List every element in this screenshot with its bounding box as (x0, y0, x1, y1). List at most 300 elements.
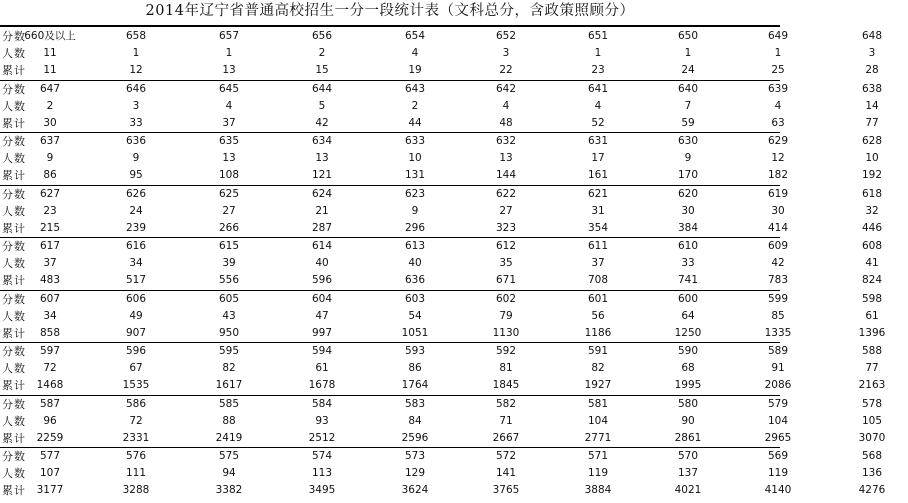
table-cell: 5 (318, 99, 326, 112)
table-cell: 93 (315, 414, 329, 427)
table-cell: 2 (411, 99, 419, 112)
table-cell: 1 (684, 47, 692, 59)
cumulative-row-label: 累计 (2, 64, 26, 77)
table-cell: 28 (865, 64, 879, 76)
table-cell: 42 (771, 257, 785, 269)
table-cell: 572 (495, 450, 517, 462)
table-cell: 3495 (308, 484, 336, 496)
table-cell: 2965 (764, 431, 792, 444)
table-cell: 104 (587, 414, 609, 427)
table-cell: 634 (311, 135, 333, 147)
table-cell: 858 (39, 326, 61, 339)
table-cell: 77 (865, 116, 879, 129)
count-row-label: 人数 (2, 257, 26, 270)
table-cell: 608 (861, 240, 883, 252)
table-cell: 9 (411, 204, 419, 217)
table-cell: 7 (684, 99, 692, 112)
count-row (0, 150, 879, 167)
table-cell: 643 (404, 82, 426, 95)
table-cell: 1186 (584, 326, 612, 339)
table-cell: 633 (404, 135, 426, 147)
table-cell: 37 (591, 257, 605, 269)
table-cell: 4 (411, 47, 419, 59)
score-row-label: 分数 (2, 82, 26, 96)
table-cell: 161 (587, 169, 609, 181)
page-title: 2014年辽宁省普通高校招生一分一段统计表（文科总分，含政策照顾分） (145, 3, 635, 19)
table-cell: 2331 (122, 431, 150, 444)
table-cell: 585 (218, 397, 240, 410)
table-cell: 2861 (674, 431, 702, 444)
table-cell: 47 (315, 309, 329, 322)
count-row-label: 人数 (2, 414, 26, 428)
table-cell: 68 (681, 362, 695, 374)
table-cell: 611 (587, 240, 609, 252)
score-row (0, 448, 883, 465)
cumulative-row (0, 482, 886, 499)
table-cell: 646 (125, 82, 147, 95)
table-cell: 4 (594, 99, 602, 112)
score-row (0, 238, 883, 255)
table-cell: 82 (222, 362, 236, 374)
table-cell: 612 (495, 240, 517, 252)
table-cell: 56 (591, 309, 605, 322)
score-row-label: 分数 (2, 135, 26, 148)
table-cell: 636 (125, 135, 147, 147)
table-cell: 631 (587, 135, 609, 147)
table-cell: 52 (591, 116, 605, 129)
table-cell: 619 (767, 187, 789, 200)
table-cell: 141 (495, 467, 517, 479)
table-cell: 3765 (492, 484, 520, 496)
table-cell: 609 (767, 240, 789, 252)
table-cell: 31 (591, 204, 605, 217)
cumulative-row-label: 累计 (2, 116, 26, 130)
table-cell: 34 (129, 257, 143, 269)
table-cell: 586 (125, 397, 147, 410)
cumulative-row (0, 430, 886, 447)
table-cell: 575 (218, 450, 240, 462)
table-block (0, 238, 883, 291)
count-row-label: 人数 (2, 309, 26, 323)
table-cell: 33 (129, 116, 143, 129)
table-cell: 3288 (122, 484, 150, 496)
table-cell: 627 (39, 187, 61, 200)
table-cell: 25 (771, 64, 785, 76)
table-cell: 1678 (308, 379, 336, 391)
table-cell: 54 (408, 309, 422, 322)
cumulative-row (0, 377, 886, 394)
cumulative-row-label: 累计 (2, 431, 26, 445)
table-cell: 4276 (858, 484, 886, 496)
table-cell: 604 (311, 292, 333, 305)
score-row (0, 133, 883, 150)
table-cell: 72 (129, 414, 143, 427)
table-cell: 77 (865, 362, 879, 374)
table-cell: 182 (767, 169, 789, 181)
table-cell: 61 (865, 309, 879, 322)
table-cell: 4 (502, 99, 510, 112)
table-cell: 620 (677, 187, 699, 200)
table-cell: 10 (408, 152, 422, 164)
table-block (0, 133, 883, 186)
table-cell: 602 (495, 292, 517, 305)
table-cell: 660及以上 (24, 30, 76, 42)
count-row-label: 人数 (2, 467, 26, 480)
table-cell: 11 (43, 64, 57, 76)
table-cell: 84 (408, 414, 422, 427)
table-cell: 72 (43, 362, 57, 374)
table-cell: 1 (774, 47, 782, 59)
table-cell: 671 (495, 274, 517, 286)
table-cell: 632 (495, 135, 517, 147)
table-cell: 556 (218, 274, 240, 286)
table-block (0, 291, 886, 344)
table-cell: 997 (311, 326, 333, 339)
count-row-label: 人数 (2, 362, 26, 375)
table-cell: 1535 (122, 379, 150, 391)
table-cell: 656 (311, 30, 333, 42)
score-row (0, 186, 883, 203)
table-cell: 3 (132, 99, 140, 112)
table-cell: 588 (861, 345, 883, 357)
table-cell: 597 (39, 345, 61, 357)
table-cell: 13 (222, 64, 236, 76)
table-cell: 13 (315, 152, 329, 164)
table-cell: 121 (311, 169, 333, 181)
table-cell: 649 (767, 30, 789, 42)
cumulative-row-label: 累计 (2, 484, 26, 497)
table-cell: 626 (125, 187, 147, 200)
table-cell: 23 (591, 64, 605, 76)
cumulative-row-label: 累计 (2, 274, 26, 287)
table-cell: 119 (587, 467, 609, 479)
table-cell: 12 (771, 152, 785, 164)
table-cell: 584 (311, 397, 333, 410)
table-cell: 296 (404, 221, 426, 234)
table-cell: 34 (43, 309, 57, 322)
table-cell: 591 (587, 345, 609, 357)
table-cell: 1 (594, 47, 602, 59)
table-cell: 9 (46, 152, 54, 164)
count-row (0, 465, 883, 482)
table-cell: 22 (499, 64, 513, 76)
table-cell: 622 (495, 187, 517, 200)
table-cell: 603 (404, 292, 426, 305)
table-cell: 42 (315, 116, 329, 129)
table-cell: 323 (495, 221, 517, 234)
table-block (0, 186, 883, 239)
table-cell: 27 (222, 204, 236, 217)
table-cell: 2 (46, 99, 54, 112)
count-row-label: 人数 (2, 99, 26, 113)
table-cell: 86 (43, 169, 57, 181)
table-cell: 1468 (36, 379, 64, 391)
table-cell: 64 (681, 309, 695, 322)
table-cell: 37 (222, 116, 236, 129)
count-row (0, 45, 876, 62)
table-cell: 111 (125, 467, 147, 479)
table-cell: 3177 (36, 484, 64, 496)
table-cell: 9 (684, 152, 692, 164)
table-cell: 32 (865, 204, 879, 217)
score-row-label: 分数 (2, 240, 26, 253)
table-cell: 637 (39, 135, 61, 147)
table-cell: 1130 (492, 326, 520, 339)
table-cell: 578 (861, 397, 883, 410)
table-cell: 824 (861, 274, 883, 286)
table-cell: 24 (129, 204, 143, 217)
count-row (0, 203, 879, 220)
score-row (0, 291, 883, 308)
table-cell: 2086 (764, 379, 792, 391)
table-cell: 3382 (215, 484, 243, 496)
table-cell: 600 (677, 292, 699, 305)
table-cell: 1335 (764, 326, 792, 339)
table-cell: 41 (865, 257, 879, 269)
table-cell: 384 (677, 221, 699, 234)
cumulative-row (0, 115, 879, 132)
table-cell: 59 (681, 116, 695, 129)
table-cell: 623 (404, 187, 426, 200)
table-cell: 239 (125, 221, 147, 234)
table-cell: 81 (499, 362, 513, 374)
table-cell: 624 (311, 187, 333, 200)
count-row-label: 人数 (2, 204, 26, 218)
table-cell: 2512 (308, 431, 336, 444)
table-cell: 1250 (674, 326, 702, 339)
table-cell: 4140 (764, 484, 792, 496)
table-cell: 48 (499, 116, 513, 129)
table-cell: 9 (132, 152, 140, 164)
table-cell: 635 (218, 135, 240, 147)
table-cell: 1051 (401, 326, 429, 339)
table-cell: 1396 (858, 326, 886, 339)
table-cell: 657 (218, 30, 240, 42)
table-cell: 94 (222, 467, 236, 479)
table-cell: 24 (681, 64, 695, 76)
table-cell: 568 (861, 450, 883, 462)
table-cell: 1 (225, 47, 233, 59)
table-cell: 583 (404, 397, 426, 410)
table-block (0, 343, 886, 396)
count-row (0, 360, 879, 377)
table-cell: 49 (129, 309, 143, 322)
table-cell: 85 (771, 309, 785, 322)
table-cell: 129 (404, 467, 426, 479)
table-cell: 67 (129, 362, 143, 374)
table-cell: 61 (315, 362, 329, 374)
cumulative-row (0, 167, 883, 184)
table-cell: 573 (404, 450, 426, 462)
table-cell: 86 (408, 362, 422, 374)
table-cell: 4 (225, 99, 233, 112)
table-cell: 3884 (584, 484, 612, 496)
cumulative-row (0, 325, 886, 342)
table-cell: 215 (39, 221, 61, 234)
count-row-label: 人数 (2, 152, 26, 165)
table-cell: 192 (861, 169, 883, 181)
table-cell: 617 (39, 240, 61, 252)
table-cell: 658 (125, 30, 147, 42)
table-block (0, 396, 886, 449)
cumulative-row (0, 62, 879, 79)
table-cell: 2259 (36, 431, 64, 444)
table-cell: 30 (771, 204, 785, 217)
table-cell: 652 (495, 30, 517, 42)
table-cell: 2667 (492, 431, 520, 444)
table-block (0, 28, 883, 81)
table-cell: 21 (315, 204, 329, 217)
table-cell: 582 (495, 397, 517, 410)
table-cell: 19 (408, 64, 422, 76)
table-cell: 517 (125, 274, 147, 286)
table-cell: 580 (677, 397, 699, 410)
table-cell: 615 (218, 240, 240, 252)
table-cell: 625 (218, 187, 240, 200)
title-rule (0, 25, 780, 27)
score-distribution-table (0, 28, 886, 500)
table-cell: 35 (499, 257, 513, 269)
table-cell: 647 (39, 82, 61, 95)
table-cell: 648 (861, 30, 883, 42)
count-row-label: 人数 (2, 47, 26, 60)
table-cell: 44 (408, 116, 422, 129)
table-cell: 2419 (215, 431, 243, 444)
table-cell: 11 (43, 47, 57, 59)
table-cell: 644 (311, 82, 333, 95)
table-cell: 90 (681, 414, 695, 427)
table-cell: 13 (499, 152, 513, 164)
table-cell: 30 (43, 116, 57, 129)
table-block (0, 81, 883, 134)
count-row (0, 255, 879, 272)
table-cell: 2596 (401, 431, 429, 444)
table-cell: 907 (125, 326, 147, 339)
table-cell: 131 (404, 169, 426, 181)
score-row-label: 分数 (2, 292, 26, 306)
table-cell: 10 (865, 152, 879, 164)
table-cell: 1845 (492, 379, 520, 391)
table-cell: 569 (767, 450, 789, 462)
table-cell: 587 (39, 397, 61, 410)
table-cell: 636 (404, 274, 426, 286)
table-cell: 105 (861, 414, 883, 427)
table-cell: 23 (43, 204, 57, 217)
table-cell: 638 (861, 82, 883, 95)
table-cell: 783 (767, 274, 789, 286)
table-cell: 645 (218, 82, 240, 95)
score-row-label: 分数 (2, 345, 26, 358)
table-cell: 570 (677, 450, 699, 462)
table-cell: 708 (587, 274, 609, 286)
table-cell: 605 (218, 292, 240, 305)
table-cell: 107 (39, 467, 61, 479)
table-cell: 4021 (674, 484, 702, 496)
cumulative-row-label: 累计 (2, 221, 26, 235)
table-cell: 2771 (584, 431, 612, 444)
table-cell: 43 (222, 309, 236, 322)
table-cell: 27 (499, 204, 513, 217)
score-row (0, 343, 883, 360)
table-cell: 610 (677, 240, 699, 252)
table-cell: 590 (677, 345, 699, 357)
table-cell: 574 (311, 450, 333, 462)
table-cell: 596 (311, 274, 333, 286)
table-cell: 950 (218, 326, 240, 339)
score-row-label: 分数 (2, 397, 26, 411)
table-cell: 594 (311, 345, 333, 357)
table-cell: 650 (677, 30, 699, 42)
table-cell: 88 (222, 414, 236, 427)
table-cell: 71 (499, 414, 513, 427)
table-cell: 630 (677, 135, 699, 147)
table-cell: 621 (587, 187, 609, 200)
table-cell: 39 (222, 257, 236, 269)
count-row (0, 413, 883, 430)
table-cell: 96 (43, 414, 57, 427)
table-cell: 614 (311, 240, 333, 252)
table-cell: 15 (315, 64, 329, 76)
table-cell: 104 (767, 414, 789, 427)
table-cell: 137 (677, 467, 699, 479)
cumulative-row-label: 累计 (2, 379, 26, 392)
table-cell: 3070 (858, 431, 886, 444)
table-cell: 640 (677, 82, 699, 95)
table-cell: 581 (587, 397, 609, 410)
count-row (0, 98, 879, 115)
table-cell: 144 (495, 169, 517, 181)
table-cell: 607 (39, 292, 61, 305)
cumulative-row-label: 累计 (2, 169, 26, 182)
table-cell: 3624 (401, 484, 429, 496)
cumulative-row (0, 272, 883, 289)
table-cell: 13 (222, 152, 236, 164)
table-cell: 654 (404, 30, 426, 42)
table-cell: 589 (767, 345, 789, 357)
table-cell: 1927 (584, 379, 612, 391)
table-cell: 642 (495, 82, 517, 95)
table-cell: 741 (677, 274, 699, 286)
table-cell: 33 (681, 257, 695, 269)
score-row-label: 分数 (2, 187, 26, 201)
table-cell: 91 (771, 362, 785, 374)
table-cell: 595 (218, 345, 240, 357)
score-row-label: 分数 (2, 30, 26, 43)
table-cell: 82 (591, 362, 605, 374)
table-block (0, 448, 886, 500)
table-cell: 14 (865, 99, 879, 112)
table-cell: 30 (681, 204, 695, 217)
table-cell: 40 (408, 257, 422, 269)
table-cell: 287 (311, 221, 333, 234)
table-cell: 596 (125, 345, 147, 357)
table-cell: 79 (499, 309, 513, 322)
table-cell: 63 (771, 116, 785, 129)
table-cell: 598 (861, 292, 883, 305)
table-cell: 1 (132, 47, 140, 59)
table-cell: 1764 (401, 379, 429, 391)
table-cell: 95 (129, 169, 143, 181)
table-cell: 639 (767, 82, 789, 95)
score-row (0, 81, 883, 98)
table-cell: 414 (767, 221, 789, 234)
score-row (0, 28, 883, 45)
table-cell: 576 (125, 450, 147, 462)
table-cell: 108 (218, 169, 240, 181)
table-cell: 651 (587, 30, 609, 42)
table-cell: 2 (318, 47, 326, 59)
table-cell: 113 (311, 467, 333, 479)
